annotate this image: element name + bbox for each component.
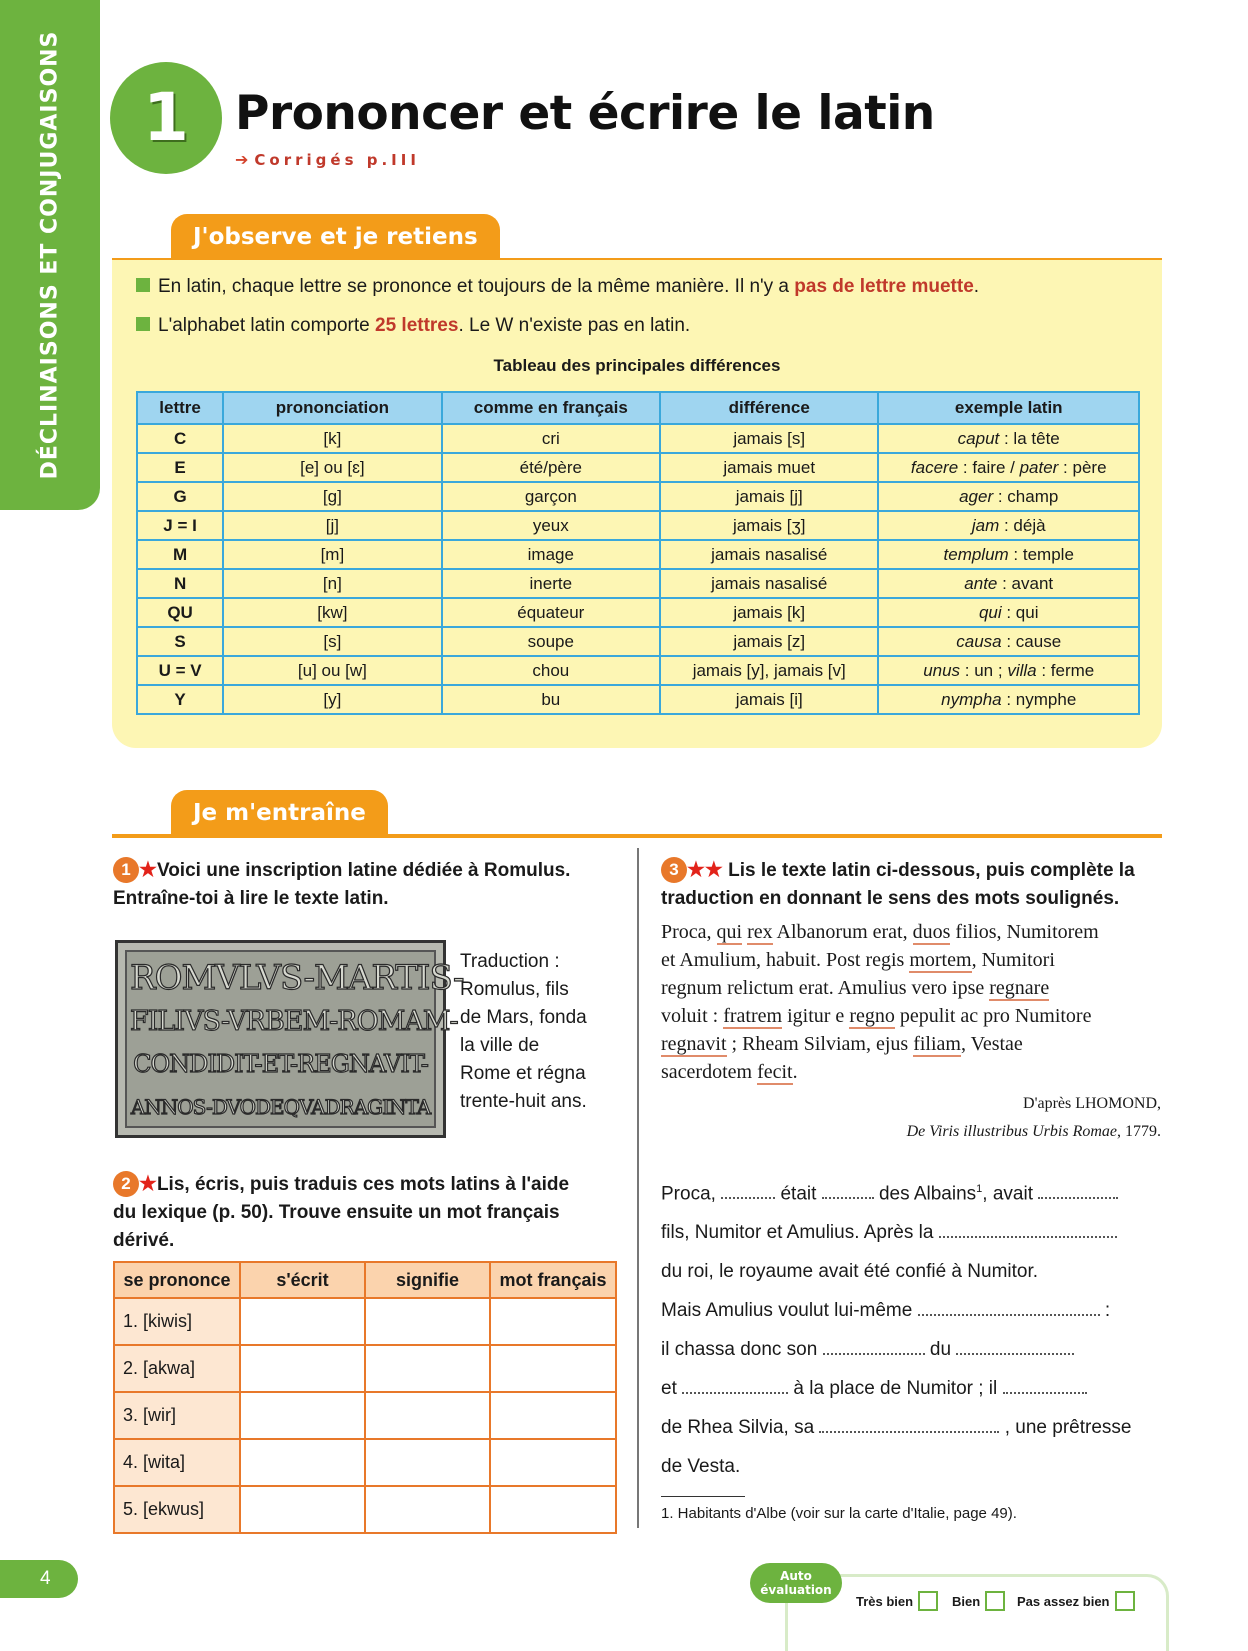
cell-difference: jamais [k] (660, 598, 878, 627)
option-label: Très bien (856, 1594, 914, 1609)
latin-fragment: ; Rheam Silviam, ejus (726, 1033, 914, 1055)
cell-pronounced (114, 1345, 240, 1392)
source-work (661, 1118, 1161, 1146)
side-tab-label: DÉCLINAISONS ET CONJUGAISONS (37, 30, 63, 480)
answer-cell[interactable] (365, 1439, 490, 1486)
exercise-2-line2: du lexique (p. 50). Trouve ensuite un mot français (113, 1202, 560, 1223)
cell-prononciation: [s] (223, 627, 441, 656)
exercise-1-heading (113, 856, 633, 913)
pronounced-word: [kiwis] (138, 1311, 193, 1331)
cell-prononciation: [g] (223, 482, 441, 511)
latin-fragment: . (792, 1061, 798, 1083)
latin-word: ante (964, 573, 998, 593)
exercise-1-line1: Voici une inscription latine dédiée à Romulus. (156, 860, 571, 881)
fill-text: : (1104, 1300, 1111, 1322)
table-row (114, 1486, 616, 1533)
gloss: : père (1058, 457, 1107, 477)
latin-line (661, 946, 1161, 974)
fill-text: Mais Amulius voulut lui-même (661, 1300, 913, 1322)
cell-exemple (878, 482, 1139, 511)
cell-difference: jamais [ʒ] (660, 511, 878, 540)
cell-lettre: J = I (137, 511, 223, 540)
translation-line: Rome et régna (460, 1063, 586, 1084)
auto-evaluation-box (785, 1574, 1169, 1651)
row-number: 4. (123, 1452, 139, 1472)
fill-text: du roi, le royaume avait été confié à Numitor. (661, 1261, 1039, 1283)
corriges-link[interactable] (235, 150, 420, 169)
cell-lettre: S (137, 627, 223, 656)
cell-pronounced (114, 1439, 240, 1486)
exercise-3-heading (661, 856, 1171, 913)
star-icon: ★ (139, 859, 157, 881)
bullet-square-icon (136, 278, 150, 292)
side-tab (0, 0, 100, 510)
underlined-word: filiam (913, 1033, 961, 1055)
cell-exemple (878, 656, 1139, 685)
fill-line (661, 1213, 1161, 1252)
fill-line (661, 1291, 1161, 1330)
translation-line: trente-huit ans. (460, 1091, 587, 1112)
gloss: : cause (1001, 631, 1062, 651)
arrow-right-icon: ➔ (235, 150, 249, 169)
table-row (137, 569, 1139, 598)
cell-lettre: M (137, 540, 223, 569)
latin-line (661, 1002, 1161, 1030)
latin-fragment: et Amulium, habuit. Post regis (661, 949, 910, 971)
exercise-3-line1: Lis le texte latin ci-dessous, puis complète la (728, 860, 1135, 881)
cell-francais: yeux (442, 511, 660, 540)
exercise-2-heading (113, 1170, 633, 1255)
cell-francais: soupe (442, 627, 660, 656)
option-label: Bien (952, 1594, 981, 1609)
section-rule (112, 834, 1162, 838)
cell-difference: jamais [i] (660, 685, 878, 714)
bullet-1 (136, 276, 979, 298)
translation-line: Romulus, fils (460, 979, 569, 1000)
latin-word: causa (956, 631, 1002, 651)
cell-francais: garçon (442, 482, 660, 511)
source-author: D'après LHOMOND, (1023, 1095, 1161, 1112)
cell-prononciation: [kw] (223, 598, 441, 627)
answer-cell[interactable] (490, 1439, 616, 1486)
cell-francais: image (442, 540, 660, 569)
gloss: : la tête (999, 428, 1060, 448)
row-number: 2. (123, 1358, 139, 1378)
fill-text: était (780, 1183, 817, 1205)
checkbox[interactable] (918, 1591, 938, 1611)
column-header: comme en français (442, 392, 660, 424)
fill-text: , avait (982, 1183, 1033, 1205)
cell-lettre: U = V (137, 656, 223, 685)
blank-field[interactable] (721, 1183, 775, 1199)
underlined-word: regnare (989, 977, 1050, 999)
column-header: s'écrit (240, 1262, 365, 1298)
latin-word: ager (959, 486, 994, 506)
gloss: : temple (1008, 544, 1074, 564)
fill-text: et (661, 1378, 677, 1400)
inscription-line: CONDIDIT-ET-REGNAVIT- (133, 1050, 428, 1078)
latin-word: nympha (941, 689, 1002, 709)
fill-text: des Albains (878, 1183, 977, 1205)
bullet-2-end: . Le W n'existe pas en latin. (458, 315, 691, 336)
cell-pronounced (114, 1486, 240, 1533)
cell-exemple (878, 627, 1139, 656)
answer-cell[interactable] (240, 1345, 365, 1392)
blank-field[interactable] (682, 1378, 788, 1394)
cell-exemple (878, 511, 1139, 540)
gloss: : déjà (999, 515, 1046, 535)
table-row (137, 685, 1139, 714)
latin-fragment: voluit : (661, 1005, 724, 1027)
tab-observe: J'observe et je retiens (171, 214, 500, 260)
fill-line (661, 1252, 1161, 1291)
blank-field[interactable] (1038, 1183, 1118, 1199)
translation-line: Traduction : (460, 951, 560, 972)
cell-francais: bu (442, 685, 660, 714)
column-header: mot français (490, 1262, 616, 1298)
answer-cell[interactable] (240, 1486, 365, 1533)
answer-cell[interactable] (490, 1345, 616, 1392)
observe-box (112, 260, 1162, 748)
bullet-1-text: En latin, chaque lettre se prononce et toujours de la même manière. Il n'y a (158, 276, 795, 297)
cell-difference: jamais nasalisé (660, 540, 878, 569)
blank-field[interactable] (823, 1339, 925, 1355)
option-label: Pas assez bien (1017, 1594, 1110, 1609)
cell-lettre: N (137, 569, 223, 598)
answer-cell[interactable] (365, 1298, 490, 1345)
underlined-word: duos (912, 921, 951, 943)
fill-line (661, 1170, 1161, 1213)
blank-field[interactable] (918, 1300, 1100, 1316)
blank-field[interactable] (819, 1417, 999, 1433)
auto-label-2: évaluation (760, 1583, 832, 1597)
column-header: se prononce (114, 1262, 240, 1298)
cell-lettre: C (137, 424, 223, 453)
latin-line (661, 1058, 1161, 1086)
cell-lettre: QU (137, 598, 223, 627)
fill-text: fils, Numitor et Amulius. Après la (661, 1222, 934, 1244)
fill-line (661, 1369, 1161, 1408)
latin-fragment: , Numitori (971, 949, 1055, 971)
underlined-word: regnavit (661, 1033, 727, 1055)
cell-prononciation: [e] ou [ɛ] (223, 453, 441, 482)
row-number: 5. (123, 1499, 139, 1519)
underlined-word: fecit (757, 1061, 793, 1083)
latin-text (661, 918, 1161, 1086)
table-title: Tableau des principales différences (493, 356, 781, 375)
gloss: : nymphe (1001, 689, 1077, 709)
column-header: lettre (137, 392, 223, 424)
latin-word: pater (1019, 457, 1059, 477)
latin-fragment: filios, Numitorem (950, 921, 1099, 943)
latin-fragment: igitur e (782, 1005, 850, 1027)
blank-field[interactable] (956, 1339, 1074, 1355)
table-row (137, 453, 1139, 482)
cell-francais: cri (442, 424, 660, 453)
row-number: 3. (123, 1405, 139, 1425)
table-row (137, 627, 1139, 656)
star-icon: ★ (139, 1173, 157, 1195)
cell-pronounced (114, 1298, 240, 1345)
gloss: : champ (993, 486, 1059, 506)
answer-cell[interactable] (365, 1345, 490, 1392)
underlined-word: rex (747, 921, 773, 943)
latin-fragment: Albanorum erat, (772, 921, 913, 943)
bullet-1-emphasis: pas de lettre muette (794, 276, 974, 297)
fill-line (661, 1447, 1161, 1486)
fill-line (661, 1330, 1161, 1369)
translation-fill-in (661, 1170, 1161, 1486)
latin-word: villa (1007, 660, 1037, 680)
cell-difference: jamais [j] (660, 482, 878, 511)
answer-cell[interactable] (490, 1298, 616, 1345)
exercise-number: 3 (661, 857, 687, 883)
cell-prononciation: [u] ou [w] (223, 656, 441, 685)
cell-prononciation: [n] (223, 569, 441, 598)
gloss: : qui (1001, 602, 1039, 622)
latin-word: caput (957, 428, 1000, 448)
footnote: 1. Habitants d'Albe (voir sur la carte d'Italie, page 49). (661, 1505, 1017, 1522)
inscription-line: ROMVLVS-MARTIS- (130, 958, 464, 998)
column-header: exemple latin (878, 392, 1139, 424)
page-title: Prononcer et écrire le latin (235, 86, 935, 141)
table-row (137, 656, 1139, 685)
column-header: différence (660, 392, 878, 424)
underlined-word: mortem (909, 949, 972, 971)
cell-lettre: Y (137, 685, 223, 714)
cell-difference: jamais muet (660, 453, 878, 482)
translation-text (460, 948, 630, 1116)
underlined-word: fratrem (723, 1005, 783, 1027)
option-bien[interactable] (952, 1591, 1005, 1611)
translation-line: de Mars, fonda (460, 1007, 587, 1028)
latin-line (661, 918, 1161, 946)
underlined-word: qui (716, 921, 743, 943)
cell-pronounced (114, 1392, 240, 1439)
latin-word: qui (978, 602, 1002, 622)
latin-word: facere (910, 457, 959, 477)
blank-field[interactable] (1003, 1378, 1087, 1394)
table-row (114, 1345, 616, 1392)
cell-difference: jamais [s] (660, 424, 878, 453)
cell-exemple (878, 424, 1139, 453)
exercise-3-line2: traduction en donnant le sens des mots soulignés. (661, 888, 1120, 909)
inscription-stone (115, 940, 464, 1138)
fill-text: , une prêtresse (1004, 1417, 1132, 1439)
footnote-rule (661, 1496, 745, 1497)
blank-field[interactable] (939, 1222, 1117, 1238)
cell-prononciation: [y] (223, 685, 441, 714)
latin-line (661, 974, 1161, 1002)
latin-word: jam (971, 515, 1000, 535)
table-row (137, 424, 1139, 453)
answer-cell[interactable] (240, 1392, 365, 1439)
answer-cell[interactable] (240, 1439, 365, 1486)
exercise-2-line3: dérivé. (113, 1230, 175, 1251)
chapter-number-badge: 1 (110, 62, 222, 174)
differences-table (136, 391, 1140, 715)
option-tres-bien[interactable] (856, 1591, 938, 1611)
inscription-line: ANNOS-DVODEQVADRAGINTA (130, 1095, 431, 1119)
lexicon-table (113, 1261, 617, 1534)
cell-exemple (878, 569, 1139, 598)
corriges-label: Corrigés p.III (254, 151, 420, 169)
auto-evaluation-badge (750, 1563, 842, 1603)
star-icon: ★★ (687, 859, 723, 881)
bullet-1-end: . (973, 276, 980, 297)
column-header: signifie (365, 1262, 490, 1298)
exercise-2-line1: Lis, écris, puis traduis ces mots latins à l'aide (156, 1174, 570, 1195)
gloss: : un ; (960, 660, 1008, 680)
page-number: 4 (0, 1560, 78, 1598)
gloss: : ferme (1036, 660, 1095, 680)
fill-text: de Vesta. (661, 1456, 741, 1478)
checkbox[interactable] (1115, 1591, 1135, 1611)
fill-text: il chassa donc son (661, 1339, 818, 1361)
fill-text: du (929, 1339, 952, 1361)
column-divider (637, 848, 639, 1528)
pronounced-word: [akwa] (138, 1358, 196, 1378)
table-row (137, 598, 1139, 627)
cell-lettre: E (137, 453, 223, 482)
answer-cell[interactable] (490, 1392, 616, 1439)
gloss: : avant (997, 573, 1054, 593)
checkbox[interactable] (985, 1591, 1005, 1611)
latin-fragment: regnum relictum erat. Amulius vero ipse (661, 977, 990, 999)
answer-cell[interactable] (365, 1392, 490, 1439)
cell-exemple (878, 598, 1139, 627)
auto-label-1: Auto (780, 1569, 812, 1583)
bullet-square-icon (136, 317, 150, 331)
bullet-2-emphasis: 25 lettres (375, 315, 459, 336)
table-row (114, 1439, 616, 1486)
cell-difference: jamais nasalisé (660, 569, 878, 598)
answer-cell[interactable] (240, 1298, 365, 1345)
latin-word: templum (943, 544, 1009, 564)
fill-text: de Rhea Silvia, sa (661, 1417, 815, 1439)
column-header: prononciation (223, 392, 441, 424)
cell-exemple (878, 540, 1139, 569)
fill-line (661, 1408, 1161, 1447)
table-row (137, 511, 1139, 540)
cell-exemple (878, 685, 1139, 714)
table-row (137, 482, 1139, 511)
row-number: 1. (123, 1311, 139, 1331)
cell-prononciation: [k] (223, 424, 441, 453)
fill-text: Proca, (661, 1183, 716, 1205)
cell-difference: jamais [y], jamais [v] (660, 656, 878, 685)
fill-text: à la place de Numitor ; il (793, 1378, 998, 1400)
cell-francais: chou (442, 656, 660, 685)
cell-difference: jamais [z] (660, 627, 878, 656)
inscription-line: FILIVS-VRBEM-ROMAM- (130, 1006, 458, 1037)
pronounced-word: [wir] (138, 1405, 177, 1425)
table-row (114, 1298, 616, 1345)
latin-fragment: , Vestae (960, 1033, 1023, 1055)
source-year: , 1779. (1117, 1123, 1161, 1140)
latin-line (661, 1030, 1161, 1058)
bullet-2-text: L'alphabet latin comporte (158, 315, 375, 336)
latin-fragment: sacerdotem (661, 1061, 758, 1083)
exercise-1-line2: Entraîne-toi à lire le texte latin. (113, 888, 389, 909)
cell-prononciation: [m] (223, 540, 441, 569)
bullet-2 (136, 315, 690, 337)
latin-fragment: Proca, (661, 921, 717, 943)
source-title: De Viris illustribus Urbis Romae (906, 1123, 1117, 1140)
gloss: : faire / (958, 457, 1020, 477)
blank-field[interactable] (822, 1183, 874, 1199)
answer-cell[interactable] (365, 1486, 490, 1533)
translation-line: la ville de (460, 1035, 540, 1056)
footnote-ref: 1 (976, 1183, 983, 1195)
option-pas-assez-bien[interactable] (1017, 1591, 1135, 1611)
pronounced-word: [wita] (138, 1452, 186, 1472)
exercise-number: 1 (113, 857, 139, 883)
tab-train: Je m'entraîne (171, 790, 388, 836)
underlined-word: regno (849, 1005, 895, 1027)
cell-prononciation: [j] (223, 511, 441, 540)
answer-cell[interactable] (490, 1486, 616, 1533)
table-row (114, 1392, 616, 1439)
cell-francais: équateur (442, 598, 660, 627)
cell-lettre: G (137, 482, 223, 511)
latin-fragment: pepulit ac pro Numitore (894, 1005, 1092, 1027)
latin-word: unus (923, 660, 961, 680)
source (661, 1090, 1161, 1146)
pronounced-word: [ekwus] (138, 1499, 205, 1519)
cell-francais: inerte (442, 569, 660, 598)
table-row (137, 540, 1139, 569)
cell-exemple (878, 453, 1139, 482)
exercise-number: 2 (113, 1171, 139, 1197)
cell-francais: été/père (442, 453, 660, 482)
